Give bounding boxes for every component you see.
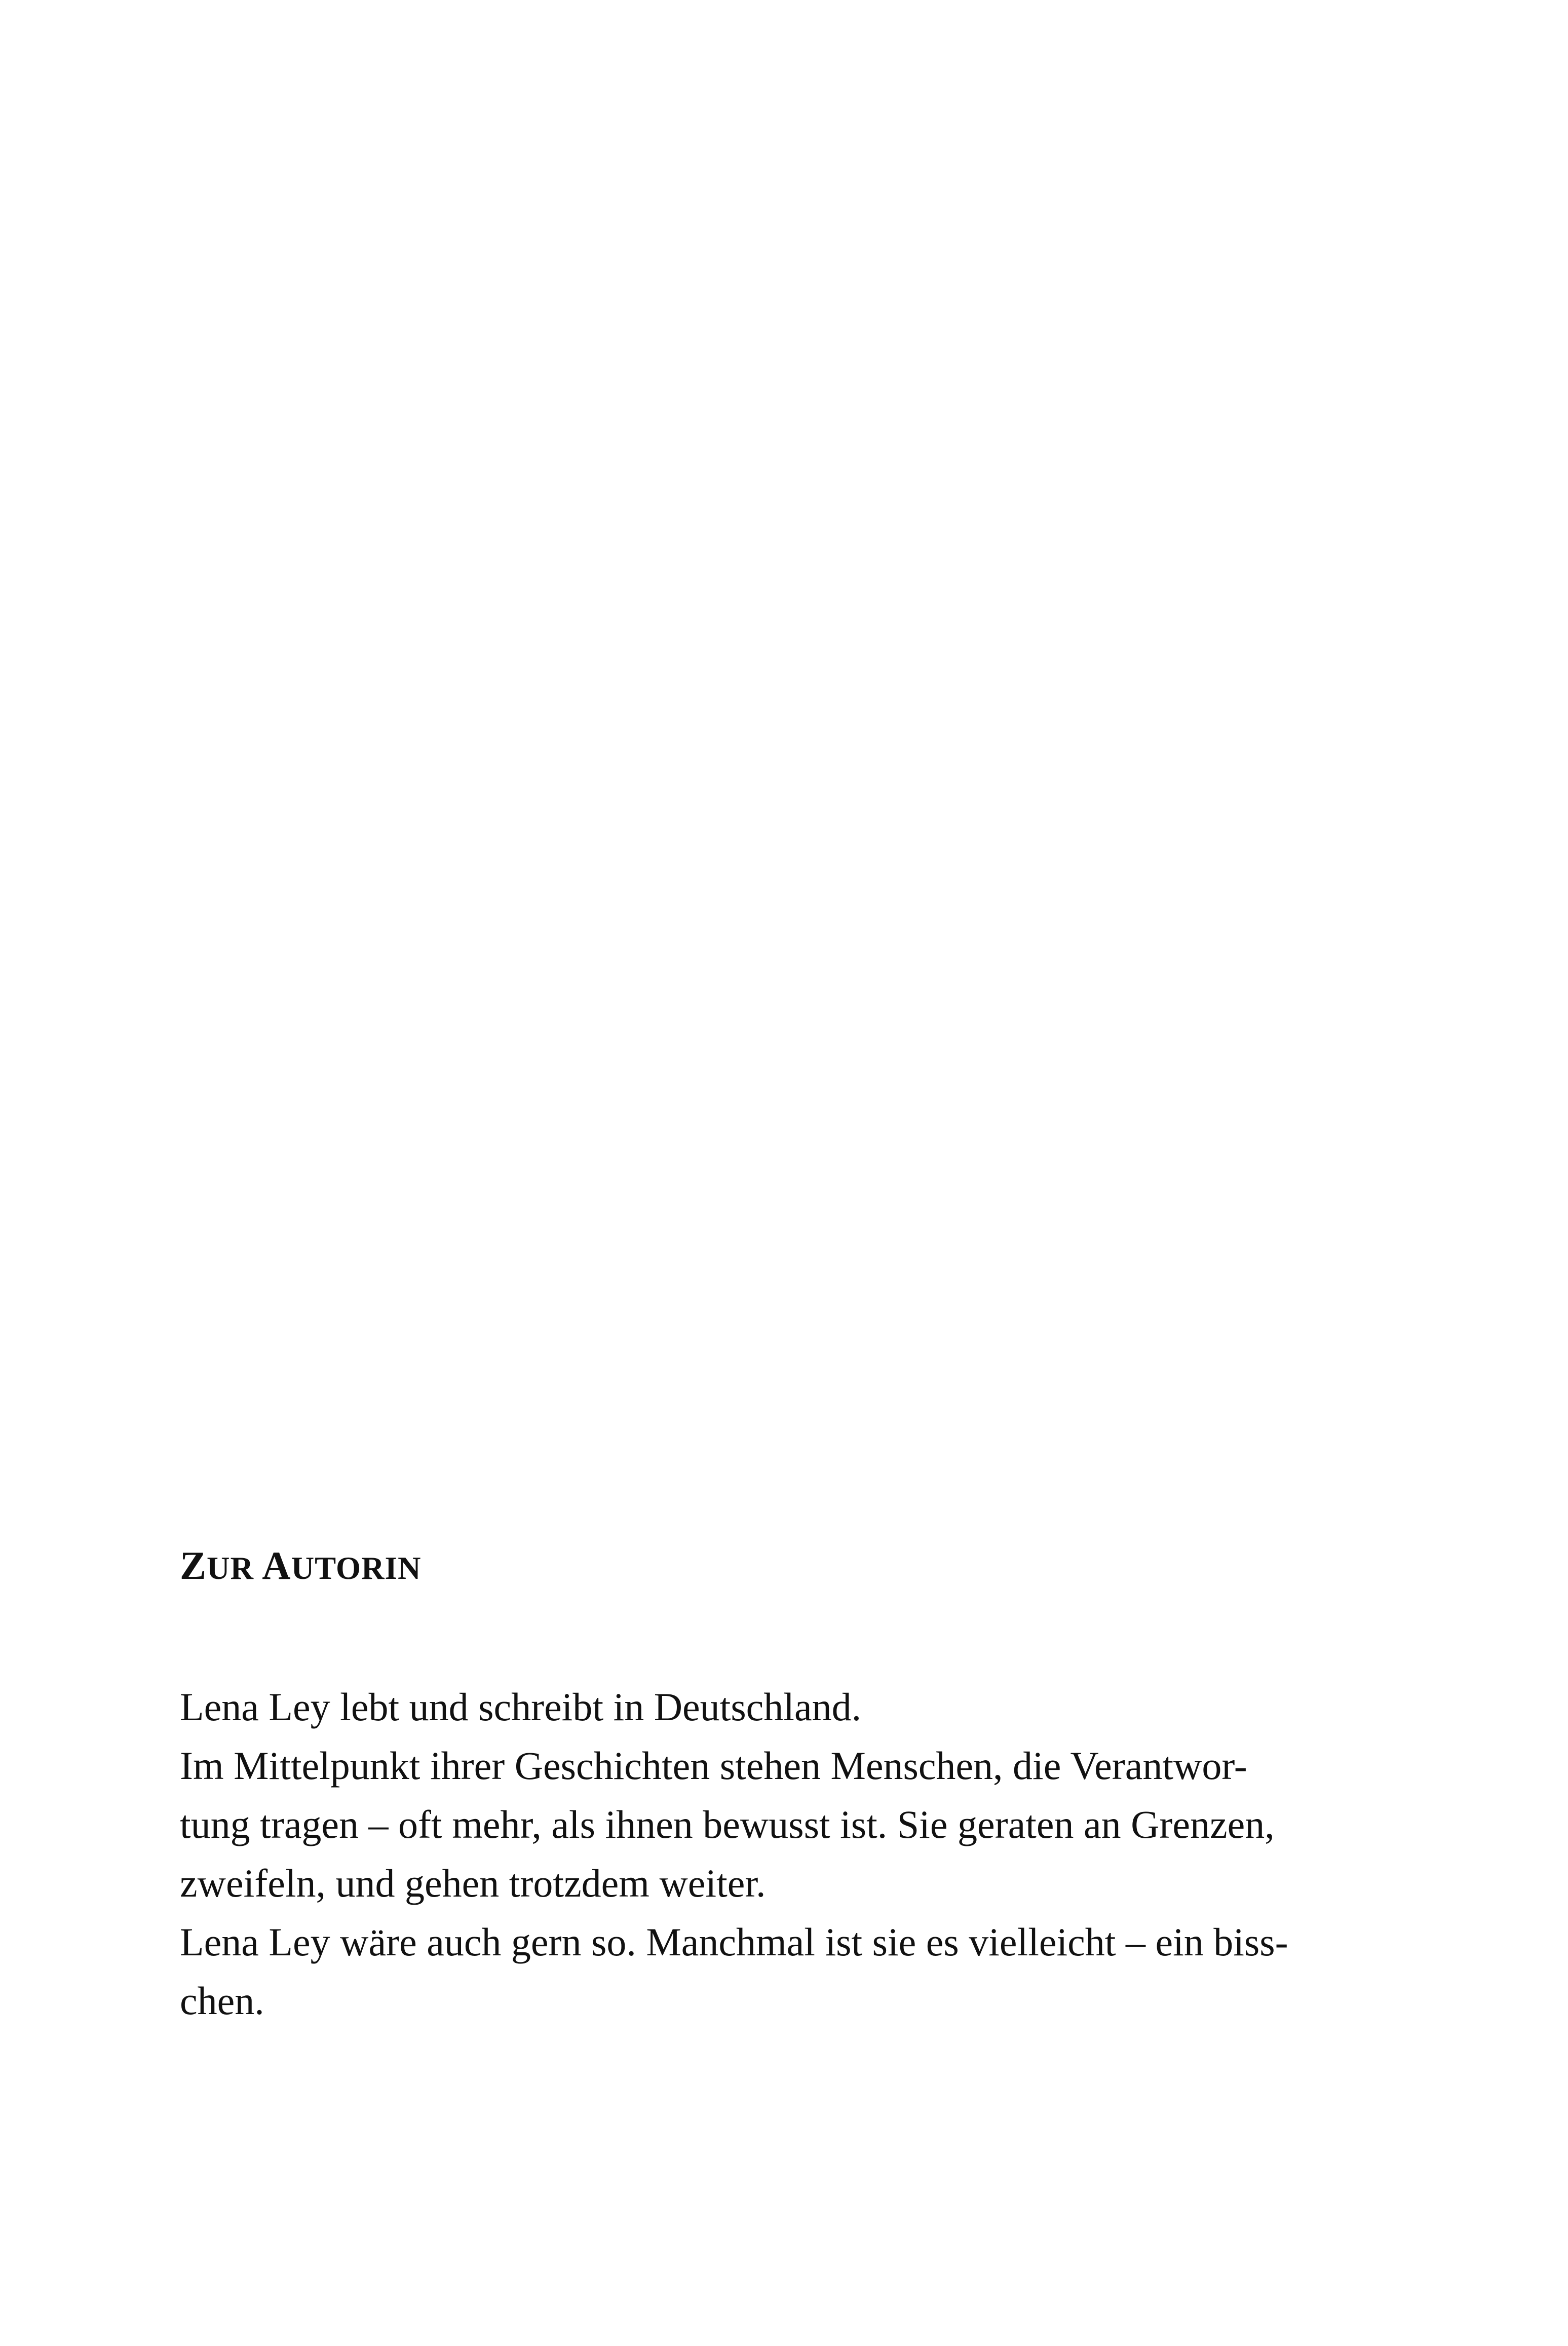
bio-line-3: tung tragen – oft mehr, als ihnen bewusst ist. Sie geraten an Grenzen, [180, 1802, 1275, 1846]
bio-line-4: zweifeln, und gehen trotzdem weiter. [180, 1861, 766, 1905]
bio-line-1: Lena Ley lebt und schreibt in Deutschland. [180, 1685, 862, 1729]
heading-initial-z: Z [180, 1543, 207, 1587]
heading-rest-ur: UR [207, 1550, 254, 1586]
bio-line-6: chen. [180, 1979, 264, 2023]
section-heading [180, 1540, 1396, 1594]
author-section [180, 1540, 1396, 2030]
bio-line-5: Lena Ley wäre auch gern so. Manchmal ist sie es vielleicht – ein biss- [180, 1920, 1288, 1964]
author-bio [180, 1678, 1396, 2030]
bio-line-2: Im Mittelpunkt ihrer Geschichten stehen Menschen, die Verantwor- [180, 1744, 1247, 1788]
heading-initial-a: A [262, 1543, 291, 1587]
heading-rest-utorin: UTORIN [291, 1550, 422, 1586]
